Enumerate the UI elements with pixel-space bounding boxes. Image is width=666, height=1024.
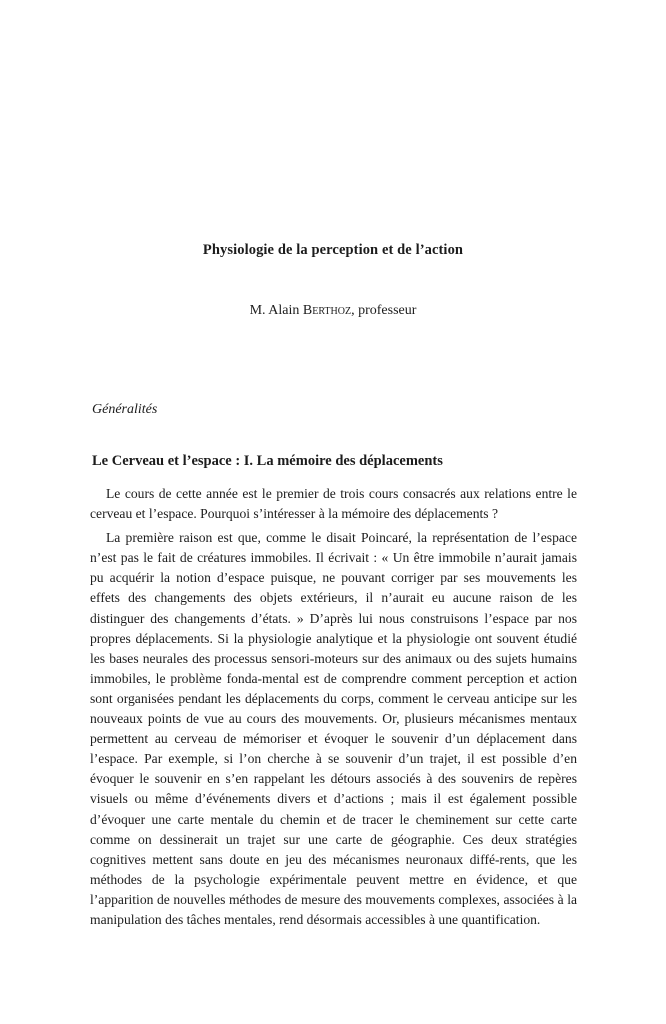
lecture-heading: Le Cerveau et l’espace : I. La mémoire des déplacements — [92, 453, 443, 469]
document-title: Physiologie de la perception et de l’action — [202, 242, 464, 258]
author-prefix: M. Alain — [249, 303, 303, 318]
body-text — [90, 484, 577, 930]
paragraph-2: La première raison est que, comme le disait Poincaré, la représentation de l’espace n’est pas le fait de créatures immobiles. Il écrivait : « Un être immobile n’aurait jamais pu acquérir la notion d’espace puisque, ne pouvant corriger par ses mouvements les effets des changements des objets extérieurs, il n’aurait eu aucune raison de les distinguer des changements d’états. » D’après lui nous construisons l’espace par nos propres déplacements. Si la physiologie analytique et la physiologie ont souvent étudié les bases neurales des processus sensori-moteurs sur des animaux ou des sujets humains immobiles, le problème fonda-mental est de comprendre comment perception et action sont organisées pendant les déplacements du corps, comment le cerveau anticipe sur les nouveaux points de vue au cours des mouvements. Or, plusieurs mécanismes mentaux permettent au cerveau de mémoriser et évoquer le souvenir d’un déplacement dans l’espace. Par exemple, si l’on cherche à se souvenir d’un trajet, il est possible d’en évoquer le souvenir en s’en rappelant les détours associés à des souvenirs de repères visuels ou même d’événements divers et d’actions ; mais il est également possible d’évoquer une carte mentale du chemin et de tracer le cheminement sur cette carte comme on dessinerait un trajet sur une carte de géographie. Ces deux stratégies cognitives mettent sans doute en jeu des mécanismes neuronaux diffé-rents, que les méthodes de la psychologie expérimentale peuvent mettre en évidence, et que l’apparition de nouvelles méthodes de mesure des mouvements complexes, associées à la manipulation des tâches mentales, rend désormais accessibles à une quantification. — [90, 530, 577, 927]
paragraph-1: Le cours de cette année est le premier de trois cours consacrés aux relations entre le cerveau et l’espace. Pourquoi s’intéresser à la mémoire des déplacements ? — [90, 486, 577, 522]
author-line — [0, 303, 666, 319]
section-label: Généralités — [92, 402, 158, 417]
author-suffix: , professeur — [351, 303, 417, 318]
author-surname: Berthoz — [302, 303, 352, 318]
